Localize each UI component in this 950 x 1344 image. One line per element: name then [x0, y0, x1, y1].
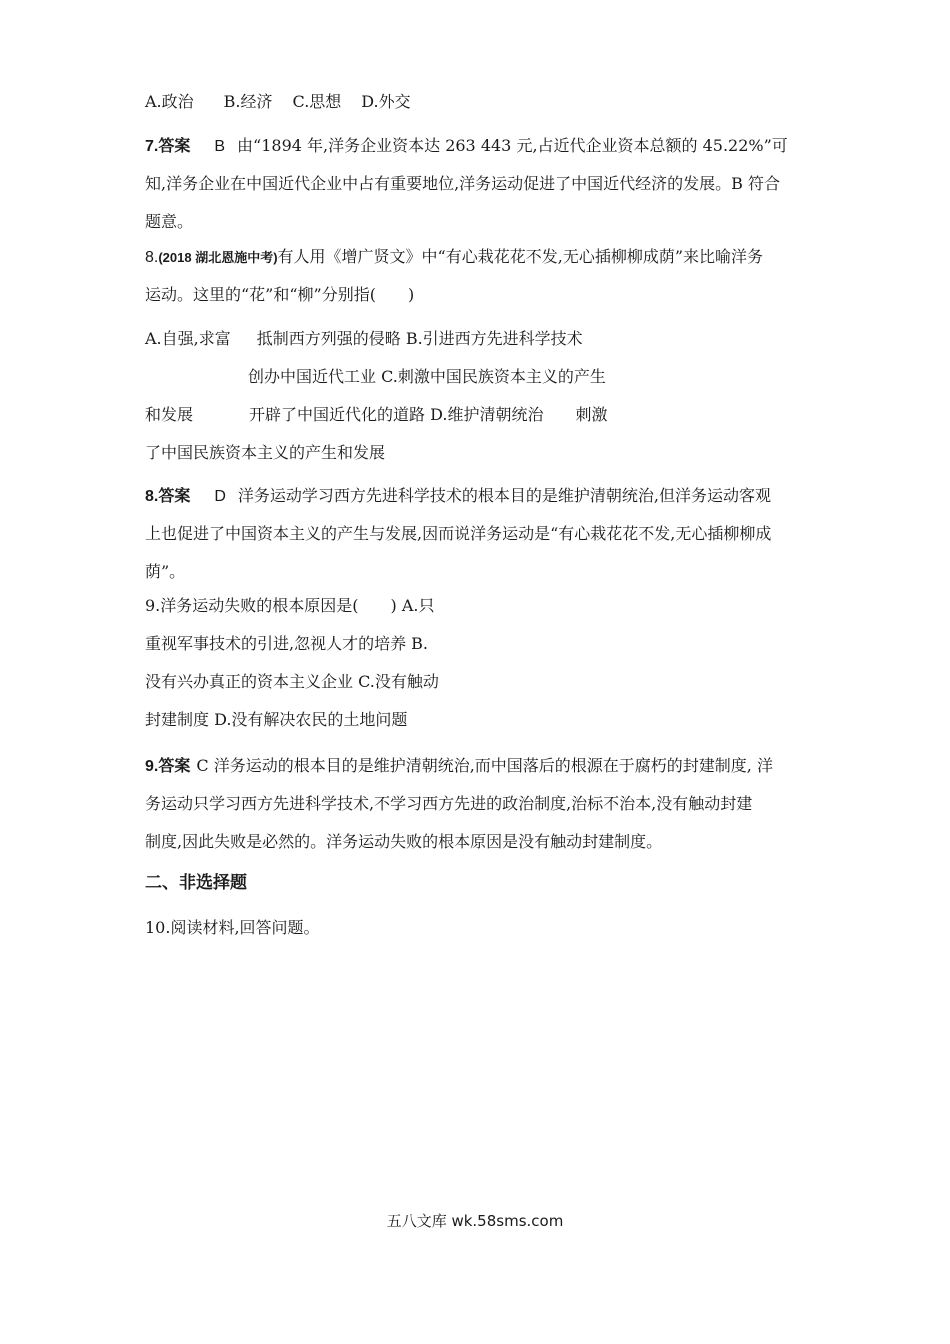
section-heading: 二、非选择题: [145, 873, 247, 893]
q7-answer-label: 7.答案: [145, 138, 191, 155]
q9-line2: 重视军事技术的引进,忽视人才的培养 B.: [145, 634, 429, 653]
q8-options-line4: 了中国民族资本主义的产生和发展: [145, 443, 386, 462]
q7-answer-letter: B: [214, 138, 226, 155]
q8-options-text1: 抵制西方列强的侵略 B.引进西方先进科学技术: [256, 329, 583, 348]
q9-line4: 封建制度 D.没有解决农民的土地问题: [145, 710, 408, 729]
q8-stem-line2: 运动。这里的“花”和“柳”分别指( ): [145, 285, 415, 304]
q9-answer-label: 9.答案: [145, 758, 191, 775]
q8-answer-letter: D: [214, 488, 226, 505]
q7-answer-text1: 由“1894 年,洋务企业资本达 263 443 元,占近代企业资本总额的 45.22%”可: [237, 136, 788, 155]
q8-answer-line2: 上也促进了中国资本主义的产生与发展,因而说洋务运动是“有心栽花花不发,无心插柳柳成: [145, 524, 772, 543]
q9-line1: 9.洋务运动失败的根本原因是( ) A.只: [145, 596, 435, 615]
q9-answer-line2: 务运动只学习西方先进科学技术,不学习西方先进的政治制度,治标不治本,没有触动封建: [145, 794, 753, 813]
q6-option-d: D.外交: [361, 92, 411, 111]
q8-stem-line1: [145, 247, 763, 268]
q7-answer-line3: 题意。: [145, 212, 194, 231]
q6-option-a: A.政治: [145, 92, 194, 111]
q8-source: (2018 湖北恩施中考): [158, 250, 278, 265]
q8-number: 8.: [145, 249, 159, 266]
q8-options-text3b: 开辟了中国近代化的道路 D.维护清朝统治: [249, 405, 544, 424]
q8-answer-line3: 荫”。: [145, 562, 186, 581]
q8-stem-text1: 有人用《增广贤文》中“有心栽花花不发,无心插柳柳成荫”来比喻洋务: [277, 247, 763, 266]
q8-options-line1: [145, 329, 583, 349]
q8-options-line3: [145, 405, 607, 425]
q8-options-text3c: 刺激: [575, 405, 608, 424]
q10-text: 10.阅读材料,回答问题。: [145, 918, 320, 937]
q9-answer-text1: C 洋务运动的根本目的是维护清朝统治,而中国落后的根源在于腐朽的封建制度, 洋: [196, 756, 773, 775]
q8-options-line2: 创办中国近代工业 C.刺激中国民族资本主义的产生: [248, 367, 606, 386]
q8-options-text3a: 和发展: [145, 405, 194, 424]
q8-answer-line1: [145, 486, 771, 507]
q6-option-b: B.经济: [223, 92, 273, 111]
q9-answer-line3: 制度,因此失败是必然的。洋务运动失败的根本原因是没有触动封建制度。: [145, 832, 663, 851]
q9-answer-line1: [145, 756, 773, 777]
q9-line3: 没有兴办真正的资本主义企业 C.没有触动: [145, 672, 439, 691]
q8-option-a-label: A.自强,求富: [145, 329, 231, 348]
q6-options-line: [145, 92, 411, 112]
q7-answer-line1: [145, 136, 788, 157]
q6-option-c: C.思想: [292, 92, 342, 111]
q7-answer-line2: 知,洋务企业在中国近代企业中占有重要地位,洋务运动促进了中国近代经济的发展。B 符合: [145, 174, 781, 193]
q8-answer-text1: 洋务运动学习西方先进科学技术的根本目的是维护清朝统治,但洋务运动客观: [237, 486, 772, 505]
page-footer: 五八文库 wk.58sms.com: [386, 1212, 564, 1230]
q8-answer-label: 8.答案: [145, 488, 191, 505]
